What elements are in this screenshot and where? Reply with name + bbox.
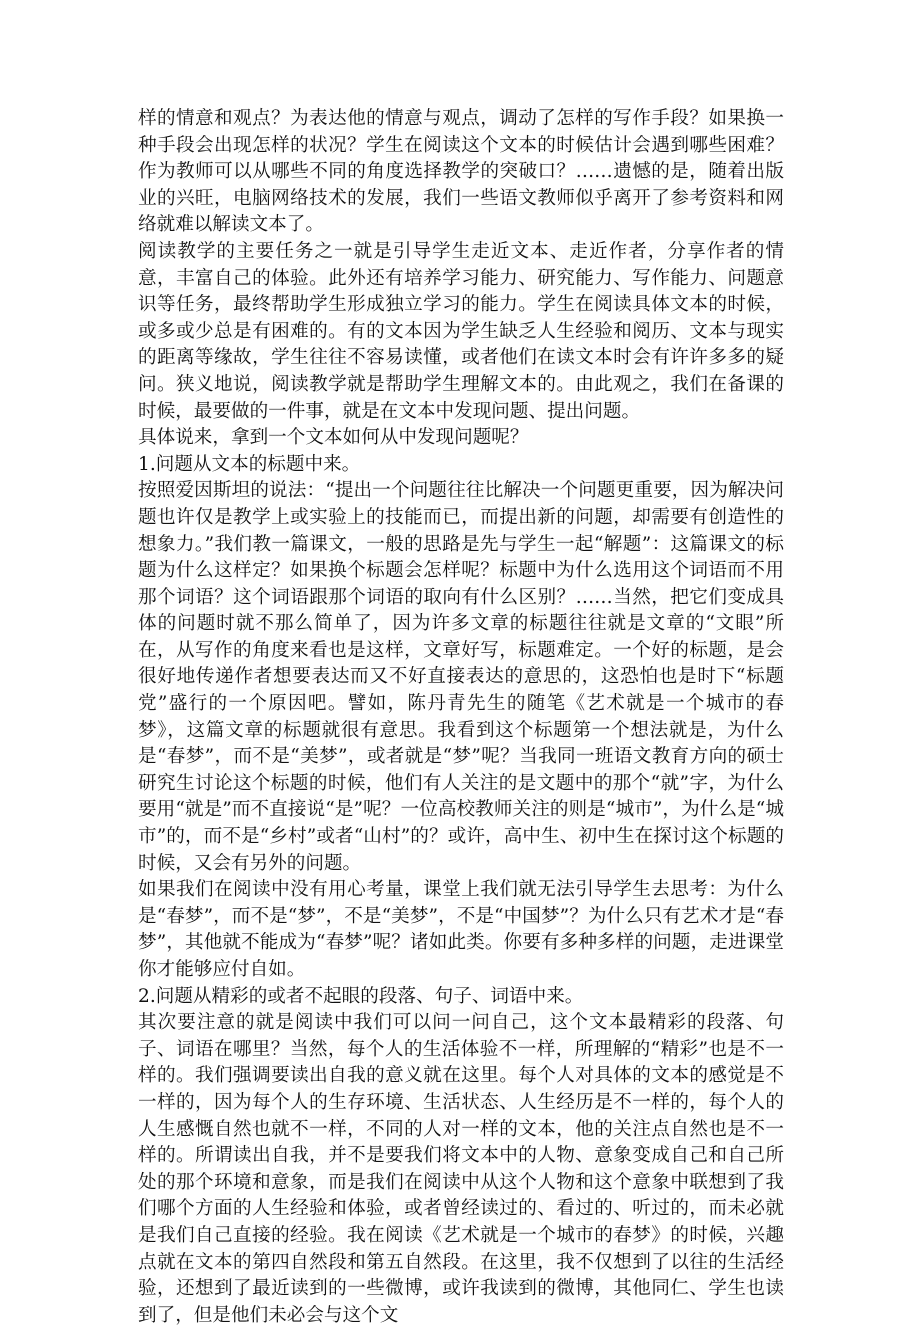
article-body [138, 106, 784, 1329]
paragraph-intro-continuation: 样的情意和观点？为表达他的情意与观点，调动了怎样的写作手段？如果换一种手段会出现怎样的状况？学生在阅读这个文本的时候估计会遇到哪些困难？作为教师可以从哪些不同的角度选择教学的突破口？……遗憾的是，随着出版业的兴旺，电脑网络技术的发展，我们一些语文教师似乎离开了参考资料和网络就难以解读文本了。 [138, 108, 784, 236]
section-heading-1: 1.问题从文本的标题中来。 [138, 453, 361, 475]
section-heading-2: 2.问题从精彩的或者不起眼的段落、句子、词语中来。 [138, 985, 584, 1007]
paragraph-wonderful-passages: 其次要注意的就是阅读中我们可以问一问自己，这个文本最精彩的段落、句子、词语在哪里？当然，每个人的生活体验不一样，所理解的“精彩”也是不一样的。我们强调要读出自我的意义就在这里。每个人对具体的文本的感觉是不一样的，因为每个人的生存环境、生活状态、人生经历是不一样的，每个人的人生感慨自然也就不一样，不同的人对一样的文本，他的关注点自然也是不一样的。所谓读出自我，并不是要我们将文本中的人物、意象变成自己和自己所处的那个环境和意象，而是我们在阅读中从这个人物和这个意象中联想到了我们哪个方面的人生经验和体验，或者曾经读过的、看过的、听过的，而未必就是我们自己直接的经验。我在阅读《艺术就是一个城市的春梦》的时候，兴趣点就在文本的第四自然段和第五自然段。在这里，我不仅想到了以往的生活经验，还想到了最近读到的一些微博，或许我读到的微博，其他同仁、学生也读到了，但是他们未必会与这个文 [138, 1012, 784, 1326]
paragraph-title-questions: 按照爱因斯坦的说法：“提出一个问题往往比解决一个问题更重要，因为解决问题也许仅是教学上或实验上的技能而已，而提出新的问题，却需要有创造性的想象力。”我们教一篇课文，一般的思路是先与学生一起“解题”：这篇课文的标题为什么这样定？如果换个标题会怎样呢？标题中为什么选用这个词语而不用那个词语？这个词语跟那个词语的取向有什么区别？……当然，把它们变成具体的问题时就不那么简单了，因为许多文章的标题往往就是文章的“文眼”所在，从写作的角度来看也是这样，文章好写，标题难定。一个好的标题，是会很好地传递作者想要表达而又不好直接表达的意思的，这恐怕也是时下“标题党”盛行的一个原因吧。譬如，陈丹青先生的随笔《艺术就是一个城市的春梦》，这篇文章的标题就很有意思。我看到这个标题第一个想法就是，为什么是“春梦”，而不是“美梦”，或者就是“梦”呢？当我同一班语文教育方向的硕士研究生讨论这个标题的时候，他们有人关注的是文题中的那个“就”字，为什么要用“就是”而不直接说“是”呢？一位高校教师关注的则是“城市”，为什么是“城市”的，而不是“乡村”或者“山村”的？或许，高中生、初中生在探讨这个标题的时候，又会有另外的问题。 [138, 480, 784, 874]
paragraph-reading-teaching-task: 阅读教学的主要任务之一就是引导学生走近文本、走近作者，分享作者的情意，丰富自己的体验。此外还有培养学习能力、研究能力、写作能力、问题意识等任务，最终帮助学生形成独立学习的能力。学生在阅读具体文本的时候，或多或少总是有困难的。有的文本因为学生缺乏人生经验和阅历、文本与现实的距离等缘故，学生往往不容易读懂，或者他们在读文本时会有许许多多的疑问。狭义地说，阅读教学就是帮助学生理解文本的。由此观之，我们在备课的时候，最要做的一件事，就是在文本中发现问题、提出问题。 [138, 240, 784, 422]
paragraph-how-to-find-questions: 具体说来，拿到一个文本如何从中发现问题呢？ [138, 427, 529, 449]
paragraph-spring-dream: 如果我们在阅读中没有用心考量，课堂上我们就无法引导学生去思考：为什么是“春梦”，而不是“梦”，不是“美梦”，不是“中国梦”？为什么只有艺术才是“春梦”，其他就不能成为“春梦”呢？诸如此类。你要有多种多样的问题，走进课堂你才能够应付自如。 [138, 879, 784, 980]
